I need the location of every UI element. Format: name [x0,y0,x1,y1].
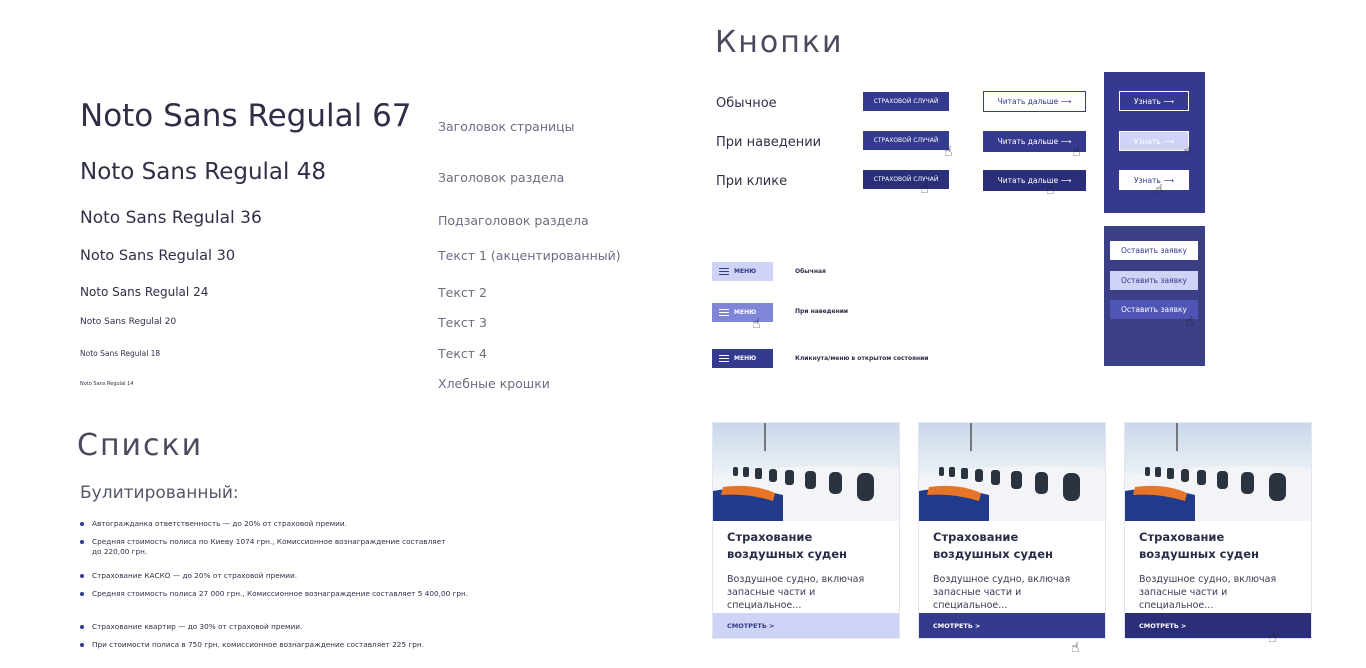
menu-state-normal: Обычная [795,268,826,275]
typo-sample-30: Noto Sans Regulal 30 [80,248,236,264]
menu-button-label: МЕНЮ [734,309,757,316]
read-more-button-normal[interactable]: Читать дальше ⟶ [983,91,1086,112]
airplane-image [1125,423,1311,521]
typo-desc-30: Текст 1 (акцентированный) [438,248,621,263]
read-more-button-click[interactable]: Читать дальше ⟶ [983,170,1086,191]
typo-sample-36: Noto Sans Regulal 36 [80,208,262,228]
typo-desc-18: Текст 4 [438,346,487,361]
typo-desc-36: Подзаголовок раздела [438,213,589,228]
card-title: Страхование воздушных суден [1139,530,1259,561]
hamburger-icon [719,309,729,316]
typo-sample-14: Noto Sans Regulal 14 [80,381,134,387]
request-button-normal[interactable]: Оставить заявку [1110,241,1198,260]
case-button-normal[interactable]: СТРАХОВОЙ СЛУЧАЙ [863,92,949,111]
request-button-click[interactable]: Оставить заявку [1110,300,1198,319]
product-card[interactable] [919,423,1105,638]
typo-desc-24: Текст 2 [438,285,487,300]
hand-cursor-icon: ☝ [1268,630,1277,646]
state-label-normal: Обычное [716,96,777,111]
typo-desc-20: Текст 3 [438,315,487,330]
typo-sample-67: Noto Sans Regulal 67 [80,98,412,134]
product-card[interactable] [1125,423,1311,638]
menu-button-normal[interactable] [712,262,773,281]
case-button-hover[interactable]: СТРАХОВОЙ СЛУЧАЙ [863,131,949,150]
learn-button-hover[interactable]: Узнать ⟶ [1119,131,1189,151]
list-item: Средняя стоимость полиса по Киеву 1074 грн., Комиссионное вознаграждение составляет до 220,00 грн. [80,537,480,559]
card-text: Воздушное судно, включая запасные части и специальное... [933,574,1071,611]
read-more-button-hover[interactable]: Читать дальше ⟶ [983,131,1086,152]
card-text: Воздушное судно, включая запасные части и специальное... [727,574,865,611]
case-button-click[interactable]: СТРАХОВОЙ СЛУЧАЙ [863,170,949,189]
learn-button-normal[interactable]: Узнать ⟶ [1119,91,1189,111]
typo-sample-18: Noto Sans Regulal 18 [80,349,161,358]
typo-sample-48: Noto Sans Regulal 48 [80,159,326,185]
request-button-hover[interactable]: Оставить заявку [1110,271,1198,290]
airplane-image [713,423,899,521]
hand-cursor-icon: ☝ [1071,640,1080,656]
card-link[interactable]: СМОТРЕТЬ > [919,613,1105,638]
hand-cursor-icon: ☝ [1183,144,1192,160]
menu-state-hover: При наведении [795,308,849,315]
card-link[interactable]: СМОТРЕТЬ > [1125,613,1311,638]
menu-button-label: МЕНЮ [734,268,757,275]
lists-subheading: Булитированный: [80,483,239,503]
card-title: Страхование воздушных суден [933,530,1053,561]
hand-cursor-icon: ☝ [752,316,761,332]
typo-desc-48: Заголовок раздела [438,170,565,185]
card-title: Страхование воздушных суден [727,530,847,561]
menu-button-label: МЕНЮ [734,355,757,362]
learn-button-click[interactable]: Узнать ⟶ [1119,170,1189,190]
menu-button-open[interactable] [712,349,773,368]
card-link[interactable]: СМОТРЕТЬ > [713,613,899,638]
typo-sample-20: Noto Sans Regulal 20 [80,317,177,327]
lists-heading: Списки [77,428,204,463]
state-label-click: При клике [716,174,788,189]
card-text: Воздушное судно, включая запасные части и специальное... [1139,574,1277,611]
typo-sample-24: Noto Sans Regulal 24 [80,285,209,299]
hamburger-icon [719,268,729,275]
list-item: Средняя стоимость полиса 27 000 грн., Комиссионное вознаграждение составляет 5 400,00 грн. [80,589,480,611]
hand-cursor-icon: ☝ [944,144,953,160]
product-card[interactable] [713,423,899,638]
hand-cursor-icon: ☝ [1046,182,1055,198]
airplane-image [919,423,1105,521]
hand-cursor-icon: ☝ [920,181,929,197]
state-label-hover: При наведении [716,135,822,150]
typo-desc-14: Хлебные крошки [438,376,550,391]
typo-desc-67: Заголовок страницы [438,119,575,134]
hand-cursor-icon: ☝ [1072,144,1081,160]
hamburger-icon [719,355,729,362]
menu-state-open: Кликнута/меню в открытом состоянии [795,355,929,362]
hand-cursor-icon: ☝ [1185,314,1194,330]
buttons-heading: Кнопки [715,25,844,60]
menu-button-hover[interactable] [712,303,773,322]
hand-cursor-icon: ☝ [1155,182,1164,198]
